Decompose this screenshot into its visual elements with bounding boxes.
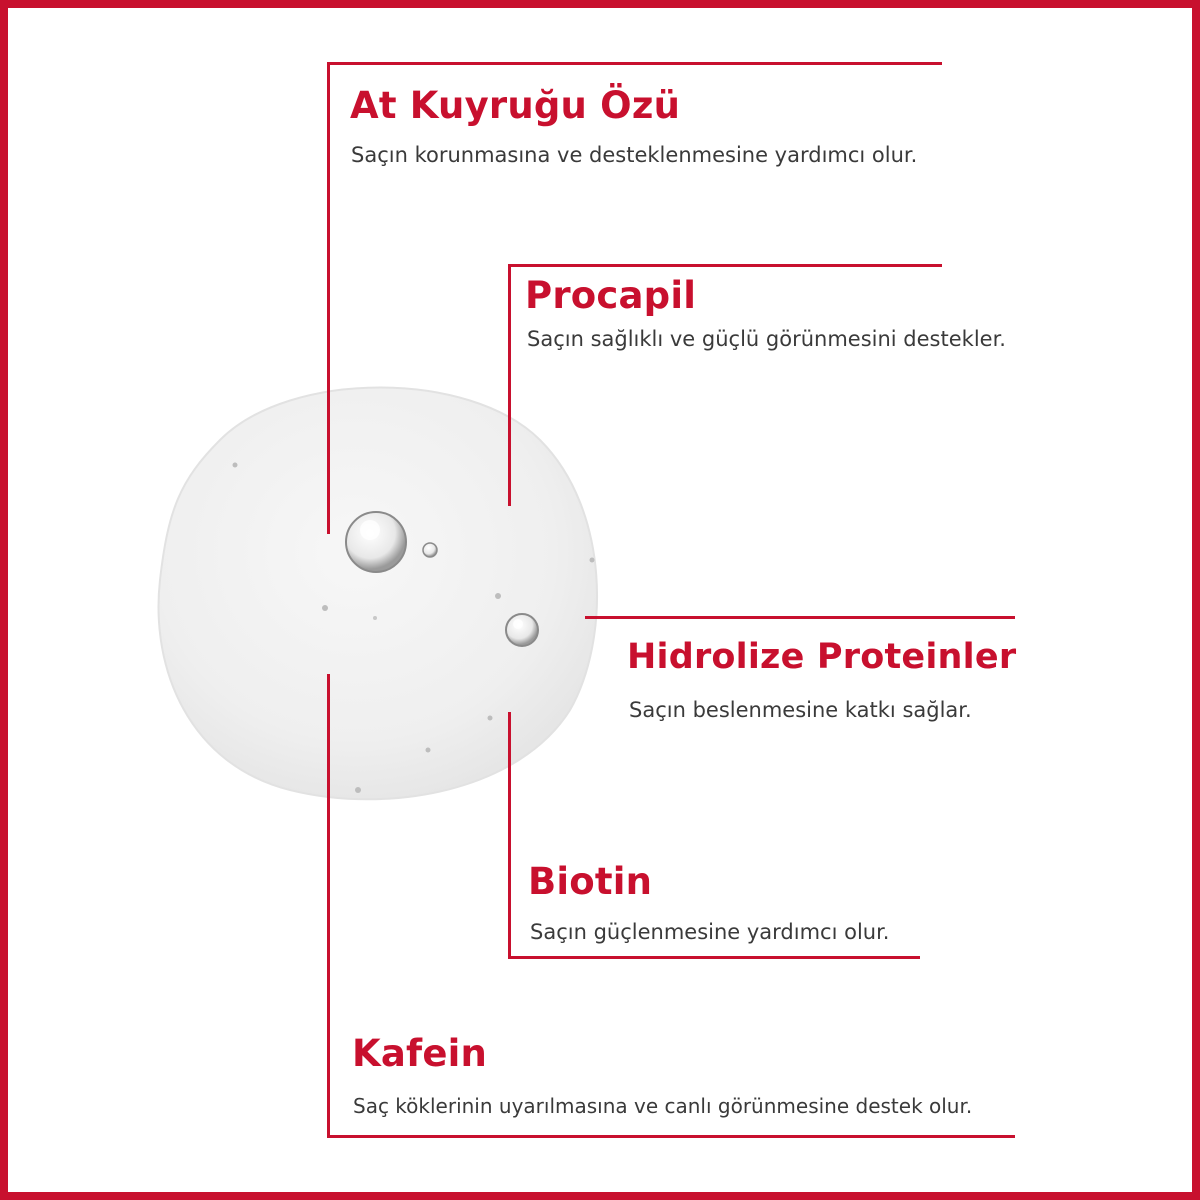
ingredient-title-1: At Kuyruğu Özü	[350, 84, 681, 127]
ingredient-desc-4: Saçın güçlenmesine yardımcı olur.	[530, 920, 890, 944]
ingredient-title-2: Procapil	[525, 274, 697, 317]
connector-line-5-horizontal	[327, 1135, 1015, 1138]
ingredient-desc-5: Saç köklerinin uyarılmasına ve canlı görünmesine destek olur.	[353, 1094, 973, 1118]
connector-line-5-vertical	[327, 674, 330, 1138]
connector-line-4-vertical	[508, 712, 511, 959]
ingredient-desc-3: Saçın beslenmesine katkı sağlar.	[629, 698, 972, 722]
ingredient-desc-1: Saçın korunmasına ve desteklenmesine yardımcı olur.	[351, 143, 918, 167]
ingredient-title-3: Hidrolize Proteinler	[627, 637, 1017, 677]
ingredient-title-5: Kafein	[352, 1032, 488, 1075]
connector-line-2-vertical	[508, 264, 511, 506]
connector-line-1-horizontal	[327, 62, 942, 65]
connector-line-2-horizontal	[508, 264, 942, 267]
connector-line-3-horizontal	[585, 616, 1015, 619]
connector-line-4-horizontal	[508, 956, 920, 959]
ingredient-desc-2: Saçın sağlıklı ve güçlü görünmesini destekler.	[527, 327, 1006, 351]
serum-droplet-icon	[140, 370, 620, 820]
connector-line-1-vertical	[327, 62, 330, 534]
ingredient-title-4: Biotin	[528, 860, 653, 903]
